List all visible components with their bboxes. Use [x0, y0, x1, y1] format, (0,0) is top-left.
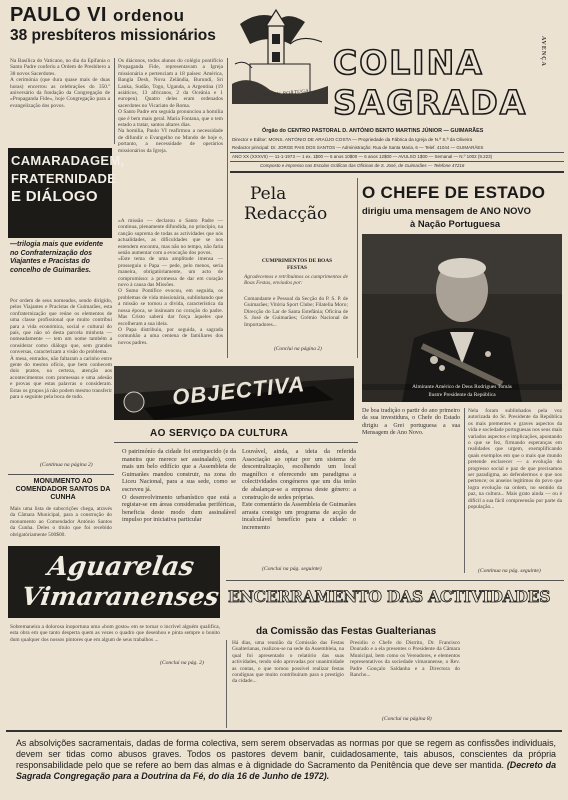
encerramento-continua: (Conclui na página 8): [382, 716, 432, 722]
chefe-continua: (Continua na pág. seguinte): [478, 568, 541, 574]
president-photo: [362, 234, 562, 402]
divider: [6, 730, 562, 732]
chefe-col-2: Nela foram sublinhados pela voz autorizada do Sr. Presidente da República os mais prementes e graves aspectos da vida e sociedade portuguesas nos seus mais variados aspectos e implicações, apontando o que se fez, firmando esperanças em realidades que urgem, exemplificando quais exemplos em que o mais que mundo pretende esclarecer — a evolução do progresso social e paz de que precisamos ser paradigma, ao defendermos o que nos pertence; os anseios legítimos do povo que logra evolução na ordem, no sentido da paz, na cultura... Mais grato ainda — ou é difícil a sua fácil compreensão por parte da população...: [468, 408, 564, 511]
divider: [230, 152, 564, 153]
masthead-issue-line: ANO XX (XXXVII) — 11-1-1973 — 1 ex. 1$00 — 6 anos 10$00 — 6 anos 12$00 — AVULSO 1$00 — Semanal — N.º 1002 (9.223): [232, 154, 493, 159]
pela-redaccao-box: [232, 178, 354, 358]
divider: [230, 161, 564, 162]
pela-sub-sub: Agradecemos e retribuímos os cumprimentos de Boas Festas, enviados por:: [244, 274, 350, 287]
aguarelas-continua: (Conclui na pág. 2): [160, 660, 204, 666]
chefe-sub-2: à Nação Portuguesa: [410, 218, 501, 229]
headline-paulo-vi: [10, 4, 220, 26]
photo-caption-1: Almirante Américo de Deus Rodrigues Tomás: [362, 384, 562, 390]
column-rule: [357, 178, 358, 358]
pela-title-1: Pela: [250, 184, 287, 204]
objectiva-continua: (Conclui na pág. seguinte): [262, 566, 322, 572]
flag-banner-text: APU NASEU PORTUGAL: [249, 88, 313, 101]
objectiva-banner: [114, 366, 354, 420]
column-rule: [464, 408, 465, 573]
photo-caption-2: Ilustre Presidente da República: [428, 392, 496, 398]
camaradagem-headline-1: CAMARADAGEM,: [11, 153, 125, 168]
chefe-sub-1: dirigiu uma mensagem de ANO NOVO: [362, 205, 531, 216]
pela-body: Comandante e Pessoal da Secção do P. S. P. de Guimarães; Vitória Sport Clube; Filatelia Moro; Direcção do Lar de Santa Estefânia; Oficina de S. José de Guimarães; Grémio Nacional de Importadores...: [244, 296, 350, 328]
column-rule: [227, 58, 228, 358]
masthead-organ-line: Órgão do CENTRO PASTORAL D. ANTÓNIO BENTO MARTINS JÚNIOR — GUIMARÃES: [262, 128, 484, 134]
column-rule: [226, 640, 227, 728]
objectiva-col-2: Louvável, ainda, a ideia da referida Associação ao optar por um sistema de descentralização, escolhendo um local magnífico e oferecendo um paradigma a colectividades congéneres que um dia terão de abalançar-se a empresa deste género: a construção de sedes próprias. Este comentário da Assembleia de Guimarães arrasta consigo um programa de acção de incalculável benefício para a cidade: o incremento: [242, 448, 356, 531]
encerramento-headline: ENCERRAMENTO DAS ACTIVIDADES: [228, 587, 551, 606]
camaradagem-continua: (Continua na página 2): [40, 462, 93, 468]
masthead-admin-line: Redactor principal: Dr. JORGE PAIS DOS SANTOS — Administração: Rua de Santa Maria, 6 — Telef. 41044 — GUIMARÃES: [232, 145, 484, 150]
portrait-icon: [362, 234, 562, 402]
divider: [230, 171, 564, 173]
aguarelas-title-2: Vimaranenses: [19, 582, 221, 611]
encerramento-col-1: Há dias, uma reunião da Comissão das Festas Gualterianas, realizou-se na sede da Assembleia, na qual foi apresentado o relatório das suas actividades, tendo sido aprovadas por unanimidade as contas, o que tornou possível realizar festas condignas que muito contribuíram para o prestígio da cidade...: [232, 640, 346, 685]
camaradagem-banner: [8, 148, 125, 238]
paulo-col-2: Os diáconos, todos alunos do colégio pontifício Propaganda Fide, representavam a Igreja missionária e pertenciam a 18 países: América, Bangla Desh, Nova Zelândia, Burundi, Sri Lanka, Sudão, Togo, Uganda, a Argentina (19 asiáticos, 13 africanos, 2 da Oceânia e 1 europeu). Quatro deles eram ordenados sacerdotes no Vicariato de Roma. O Santo Padre em seguida pronunciou a homilia que é bem mais geral. Maria Fontana, que o tem estado a tratar, santos altares dias. Na homilia, Paulo VI reafirmou a necessidade de difundir o Evangelho no Mundo de hoje e, portanto, a necessidade de operários missionários da Igreja.: [118, 58, 223, 154]
monumento-body: Mais uma lista de subscrições chega, através da Câmara Municipal, para a construção do monumento ao Comendador António Santos da Cunha. Deles o título que foi recebido obrigatòriamente 500$00.: [10, 506, 114, 538]
objectiva-title: OBJECTIVA: [171, 371, 307, 410]
pela-continua: (Conclui na página 2): [274, 346, 322, 352]
divider: [8, 474, 114, 475]
church-tower-illustration: [230, 4, 330, 104]
masthead-director-line: Director e Editor: MONS. ANTÓNIO DE ARAÚJO COSTA — Propriedade da Fábrica da Igreja de N.ª S.ª da Oliveira: [232, 137, 473, 142]
footer-notice-source: (Decreto da Sagrada Congregação para a Doutrina da Fé, do dia 16 de Junho de 1972).: [16, 760, 557, 781]
masthead-printer-line: Composto e impresso nas Escolas Gráficas das Oficinas de S. José, de Guimarães — Telefone 47216: [260, 163, 465, 168]
aguarelas-title-1: Aguarelas: [45, 552, 196, 582]
divider: [114, 442, 358, 443]
objectiva-subtitle: AO SERVIÇO DA CULTURA: [150, 428, 289, 439]
aguarelas-body: Sobremaneira a dolorosa inoportuna uma «bom gosto» em se tornar o incrível alguém qualifica, esta obra em que tanto desperta quem as vezes o quadro que desenhou e pinta sempre o bonito dum qualquer dos nossos pintores que em algum de seus trabalhos ...: [10, 624, 222, 643]
masthead-title-line-2: SAGRADA: [333, 83, 528, 122]
masthead-title-line-1: COLINA: [333, 43, 484, 82]
masthead-side-word: AVENÇA: [540, 36, 546, 67]
pela-title-2: Redacção: [244, 204, 328, 224]
column-rule: [114, 58, 115, 144]
paulo-col-3: «A missão — declarou o Santo Padre — continua, plenamente difundida, no princípio, na canção suprema de todas as actividades que nós actualidades, as dificuldades que se nos estendem encontra, mas não no tempo, não faria senão aumentar com a evocação dos povos. «Este tema de uma amplitude imensa — prosseguiu o Papa — pede, pelo menos, seria maneira, obrigatòriamente, um acto de compromisso: a promessa de dar em coração novo à causa das Missões. O Sumo Pontífice evocou, em seguida, os problemas de vida missionária, sublinhando que a missão se tornou a divida, característica da nossa época, se insinuam no coração do padre. Mas Cristo saberá dar força àqueles que escolheram a sua ideia. O Papa distribuiu, por seguida, a sagrada comunhão a uma centena de familiares dos novos padres.: [118, 218, 223, 346]
camaradagem-headline-2: FRATERNIDADE: [11, 171, 117, 186]
subheadline-presbiteros: 38 presbíteros missionários: [10, 27, 216, 44]
chefe-headline: O CHEFE DE ESTADO: [362, 183, 546, 202]
camaradagem-subhead: —trilogia mais que evidente no Confraternização dos Viajantes e Pracistas do concelho de Guimarães.: [10, 241, 103, 274]
chefe-col-1: De boa tradição o partir do ano primeiro da sua investidura, o Chefe do Estado dirigiu a Grei portuguesa a sua Mensagem de Ano Novo.: [362, 408, 462, 437]
objectiva-col-1: O patrimónío da cidade foi enriquecido (e da maneira que merece ser assinalado), com mais um belo edifício que a Assembleia de Guimarães mandou construir, na zona do Liceu Nacional, para a sua sede, como se escreveu já. O desenvolvimento urbanístico que está a registar-se em áreas consideradas periféricas, beneficia deste modo dum assinalável impulso por iniciativa particular: [122, 448, 236, 524]
footer-notice: [16, 738, 556, 782]
camaradagem-headline-3: E DIÁLOGO: [11, 188, 98, 205]
headline-paulo-vi-rest: ordenou: [113, 6, 185, 25]
encerramento-subheadline: da Comissão das Festas Gualterianas: [256, 626, 437, 637]
divider: [226, 580, 564, 581]
headline-paulo-vi-name: PAULO VI: [10, 4, 107, 26]
paulo-col-1: Na Basílica do Vaticano, no dia da Epifania o Santo Padre conferiu a Ordem de Presbítero a 38 novos Sacerdotes. A cerimónia (que dura quase mais de duas horas) encerrou as celebrações do 350.º aniversário da fundação da Congregação de «Propaganda Fide», hoje Congregação para a evangelização dos povos.: [10, 58, 110, 109]
pela-subtitle: CUMPRIMENTOS DE BOAS FESTAS: [261, 258, 333, 271]
encerramento-col-2: Presidiu o Chefe do Distrito, Dr. Francisco Dourado e a ela presentes o Presidente da Câmara Municipal, bem como os Vereadores, e elementos representativos da sociedade vimaranense, o Rev. Padre Gonçalo Saldanha e a Directora do Rancho...: [350, 640, 462, 679]
masthead-illustration: [230, 4, 330, 104]
footer-notice-text: As absolvições sacramentais, dadas de forma colectiva, sem serem observadas as normas por que se regem as confissões individuais, devem ser tidas como abusos graves. Todos os pastores devem banir, cuidadosamente, tais abusos, conscientes da própria responsabilidade pelo que se refere ao bem das almas e à dignidade do Sacramento da Penitência que deve ser mantida.: [16, 738, 556, 770]
camaradagem-body: Por ordem de seus nomeados, sendo dirigido, pelos Viajantes e Pracistas de Guimarães, esta confraternização que reúne os elementos de uma classe profissional que muito contribui para a vida económica, social e cultural do país, que não só desta parcela minhota — nomeadamente — tem um nome também a considerar como diálogo que, sem grandes conversas, caracterizam a visão do problema. À mesa, entrados, não faltaram a carinho entre gente do mesmo ofício, que bem conhecem dois pratos, na certeza, atenção aos acontecimentos com promessas e uma adesão e provas que estas palavras o consideram. Estas os grupos já não podem mesmo transferir para o seguinte pela boca de tudo.: [10, 298, 112, 401]
monumento-headline: MONUMENTO AO COMENDADOR SANTOS DA CUNHA: [15, 478, 111, 501]
